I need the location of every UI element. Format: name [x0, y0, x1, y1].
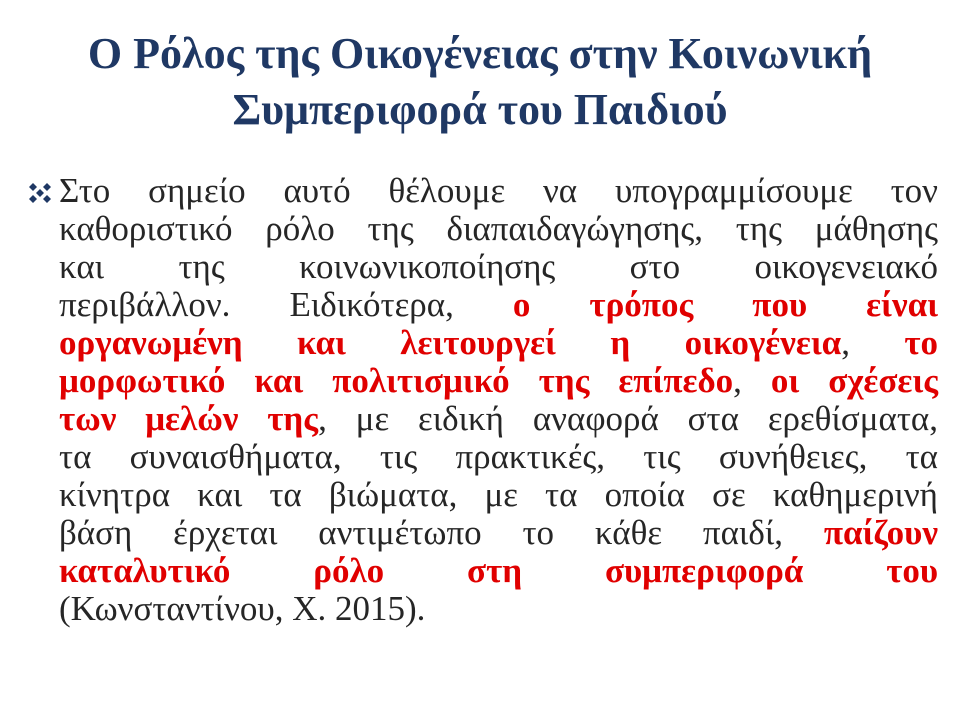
body-text: περιβάλλον. Ειδικότερα, [59, 285, 513, 324]
highlighted-text: παίζουν [823, 513, 938, 552]
highlighted-text: οι σχέσεις [770, 361, 938, 400]
body-line [59, 552, 938, 590]
body-line [59, 514, 938, 552]
body-text: , [841, 323, 905, 362]
body-line [59, 210, 938, 248]
highlighted-text: ο τρόπος που είναι [512, 285, 938, 324]
diamond-bullet-icon [26, 181, 54, 209]
highlighted-text: μορφωτικό και πολιτισμικό της επίπεδο [59, 361, 734, 400]
body-line [59, 476, 938, 514]
body-line [59, 286, 938, 324]
body-text: κίνητρα και τα βιώματα, με τα οποία σε καθημερινή [59, 475, 938, 514]
body-text: Στο σημείο αυτό θέλουμε να υπογραμμίσουμε τον [59, 171, 938, 210]
highlighted-text: των μελών της [59, 399, 319, 438]
highlighted-text: οργανωμένη και λειτουργεί η οικογένεια [59, 323, 842, 362]
body-line [59, 438, 938, 476]
body-line [59, 172, 938, 210]
body-text: (Κωνσταντίνου, Χ. 2015). [59, 589, 426, 628]
body-text: , με ειδική αναφορά στα ερεθίσματα, [318, 399, 938, 438]
slide-title [30, 26, 930, 138]
body-line [59, 590, 938, 628]
body-text: και της κοινωνικοποίησης στο οικογενειακό [59, 247, 938, 286]
body-text: τα συναισθήματα, τις πρακτικές, τις συνήθειες, τα [59, 437, 938, 476]
body-text: καθοριστικό ρόλο της διαπαιδαγώγησης, της μάθησης [59, 209, 938, 248]
title-line-2: Συμπεριφορά του Παιδιού [232, 85, 728, 134]
title-line-1: Ο Ρόλος της Οικογένειας στην Κοινωνική [87, 29, 873, 78]
body-text: , [733, 361, 771, 400]
highlighted-text: το [904, 323, 939, 362]
body-text: βάση έρχεται αντιμέτωπο το κάθε παιδί, [59, 513, 824, 552]
body-line [59, 324, 938, 362]
highlighted-text: καταλυτικό ρόλο στη συμπεριφορά του [59, 551, 938, 590]
body-line [59, 362, 938, 400]
body-line [59, 248, 938, 286]
body-line [59, 400, 938, 438]
